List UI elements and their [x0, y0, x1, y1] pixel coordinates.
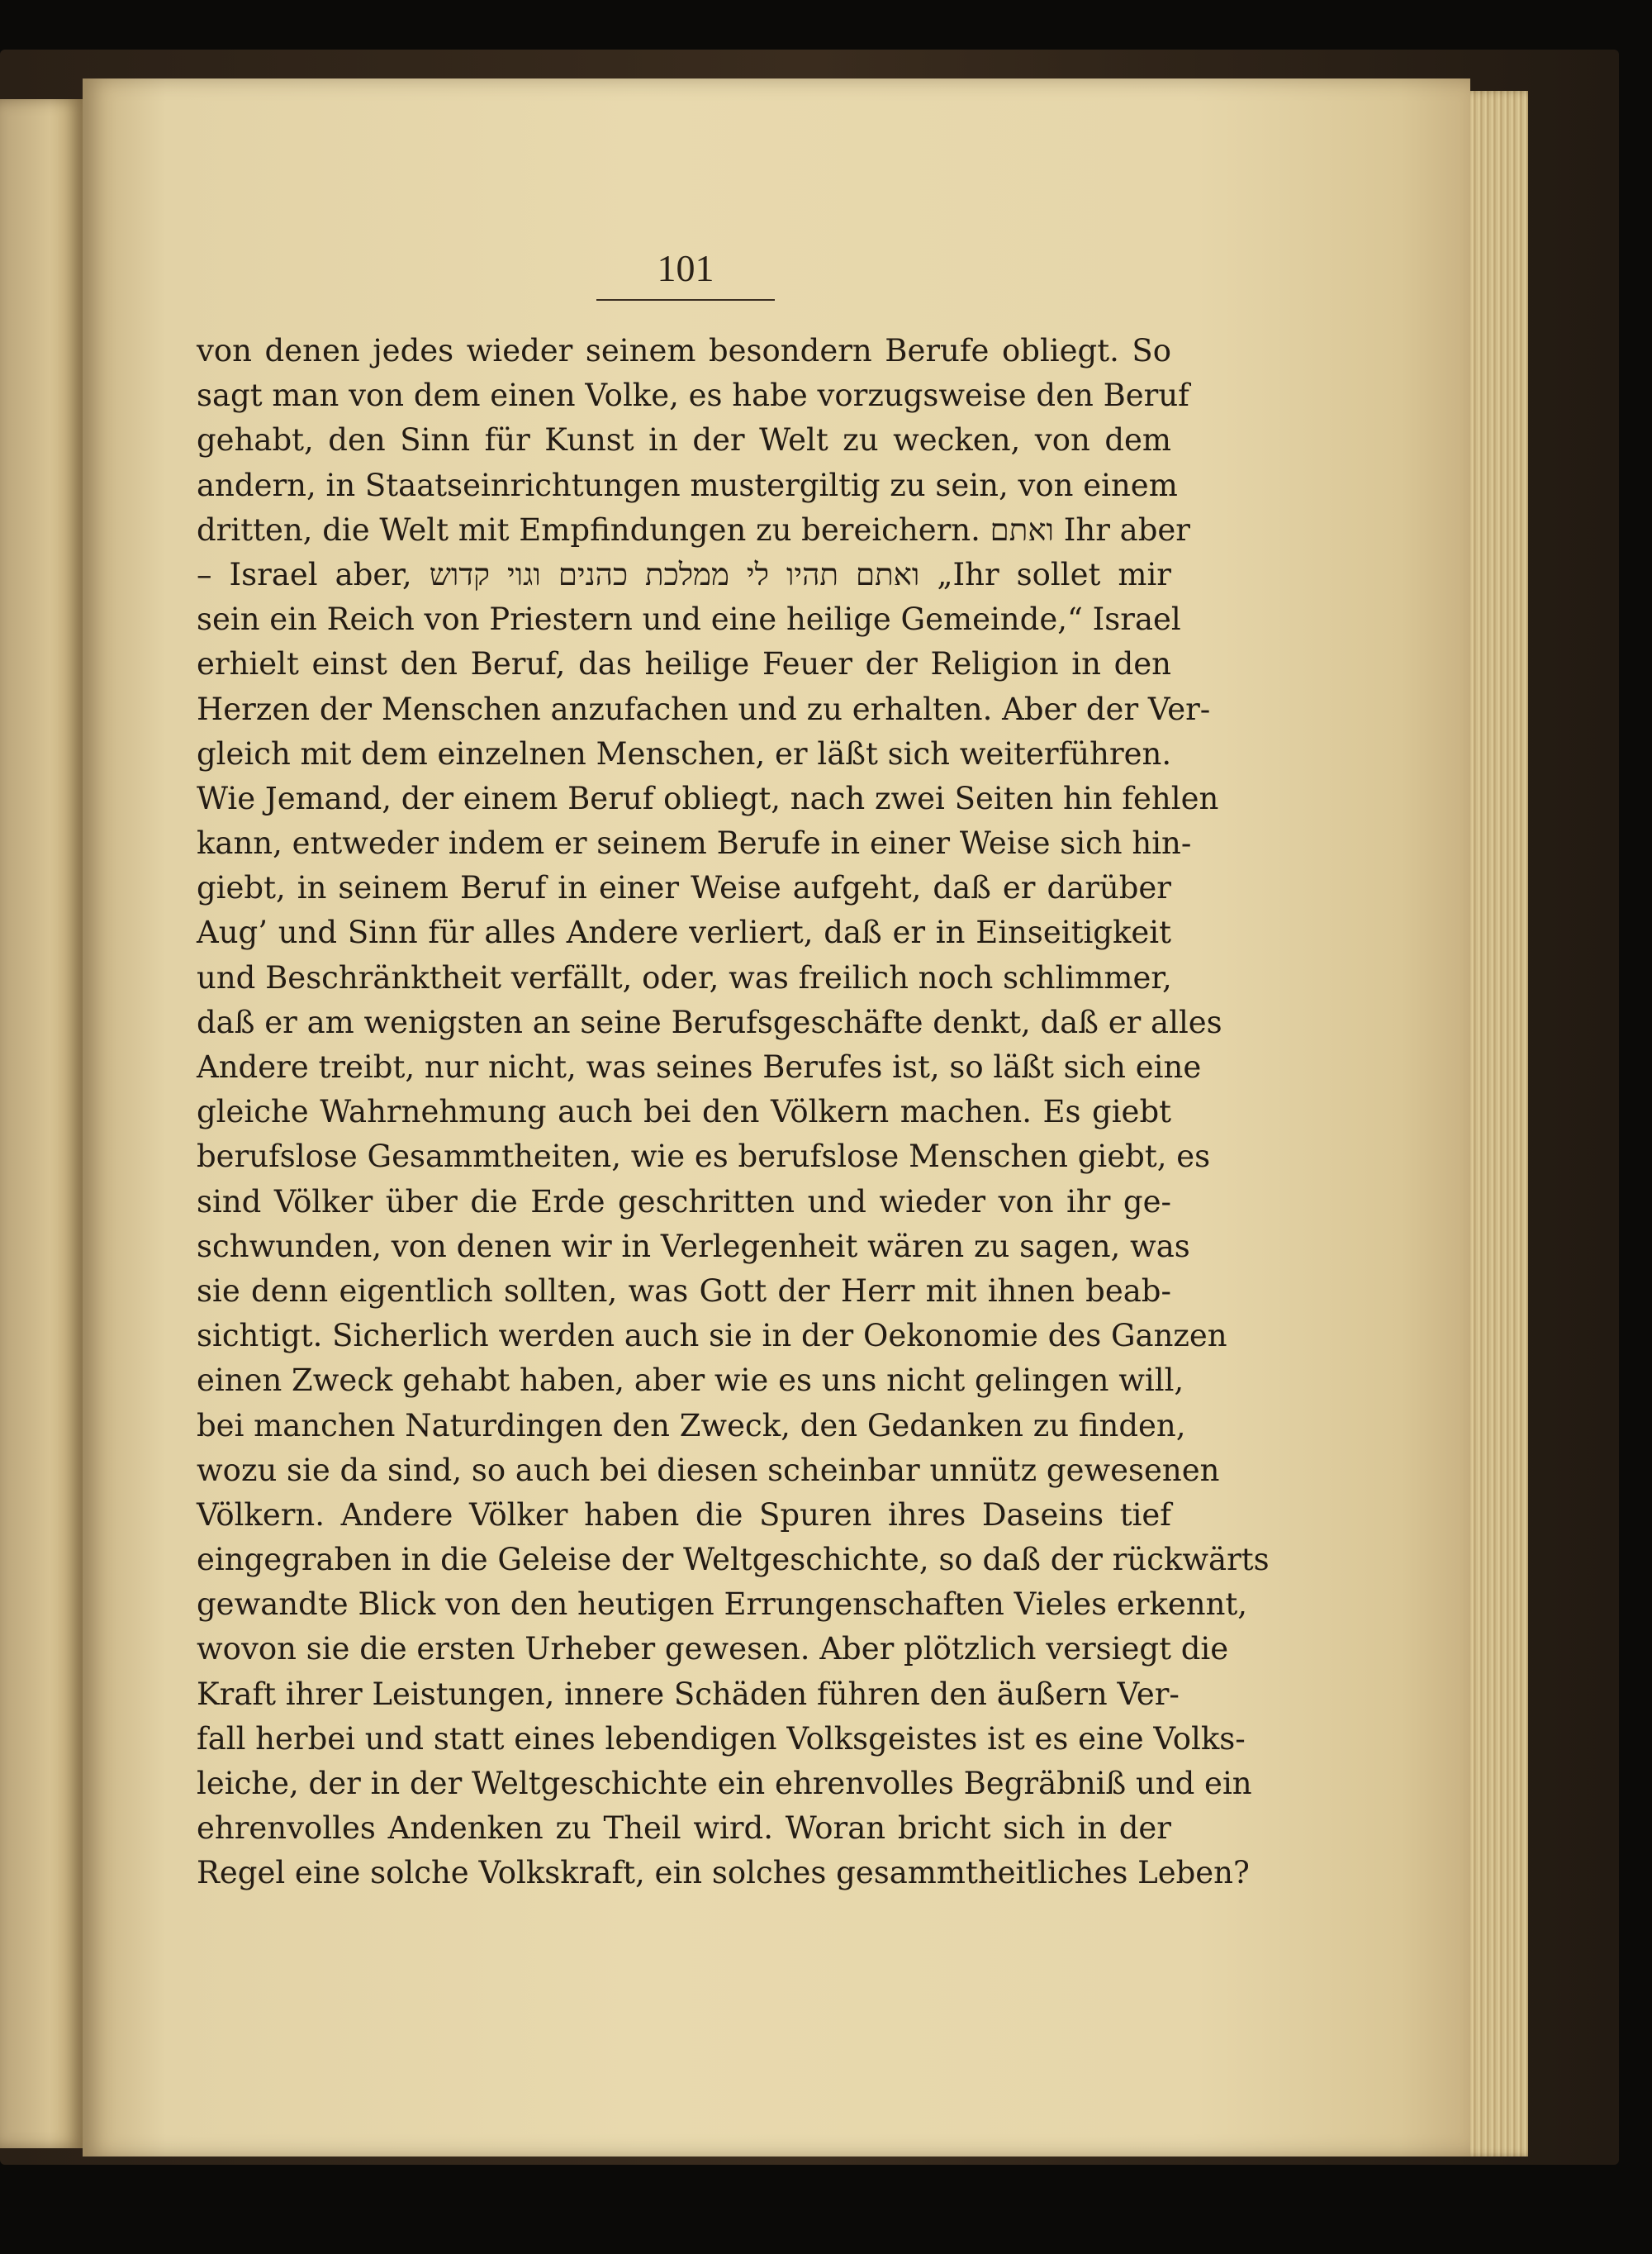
text-line: Regel eine solche Volkskraft, ein solches gesammtheitliches Leben? [197, 1855, 1250, 1891]
text-line: Herzen der Menschen anzufachen und zu erhalten. Aber der Ver- [197, 691, 1211, 727]
text-line: kann, entweder indem er seinem Berufe in einer Weise sich hin- [197, 825, 1192, 862]
text-line: sichtigt. Sicherlich werden auch sie in der Oekonomie des Ganzen [197, 1318, 1227, 1354]
text-line: sagt man von dem einen Volke, es habe vorzugsweise den Beruf [197, 378, 1189, 414]
text-line: wozu sie da sind, so auch bei diesen scheinbar unnütz gewesenen [197, 1452, 1220, 1488]
text-line: sie denn eigentlich sollten, was Gott der Herr mit ihnen beab- [197, 1272, 1171, 1309]
text-line: Wie Jemand, der einem Beruf obliegt, nach zwei Seiten hin fehlen [197, 780, 1219, 816]
text-line: von denen jedes wieder seinem besondern Berufe obliegt. So [197, 333, 1171, 369]
text-line: sind Völker über die Erde geschritten und wieder von ihr ge- [197, 1183, 1171, 1220]
text-line: Kraft ihrer Leistungen, innere Schäden führen den äußern Ver- [197, 1676, 1180, 1712]
text-line: ehrenvolles Andenken zu Theil wird. Woran bricht sich in der [197, 1810, 1171, 1847]
text-line: Völkern. Andere Völker haben die Spuren ihres Daseins tief [197, 1496, 1171, 1533]
text-line: andern, in Staatseinrichtungen mustergiltig zu sein, von einem [197, 467, 1178, 503]
text-line: bei manchen Naturdingen den Zweck, den Gedanken zu finden, [197, 1407, 1186, 1443]
text-line: dritten, die Welt mit Empfindungen zu bereichern. ואתם Ihr aber [197, 511, 1190, 548]
text-line: gleich mit dem einzelnen Menschen, er läßt sich weiterführen. [197, 735, 1172, 772]
text-line: gehabt, den Sinn für Kunst in der Welt zu wecken, von dem [197, 422, 1171, 459]
text-line: berufslose Gesammtheiten, wie es berufslose Menschen giebt, es [197, 1139, 1211, 1175]
text-line: giebt, in seinem Beruf in einer Weise aufgeht, daß er darüber [197, 870, 1171, 906]
body-text [197, 329, 1270, 1896]
text-line: wovon sie die ersten Urheber gewesen. Aber plötzlich versiegt die [197, 1631, 1229, 1667]
text-line: schwunden, von denen wir in Verlegenheit wären zu sagen, was [197, 1228, 1190, 1264]
text-line: daß er am wenigsten an seine Berufsgeschäfte denkt, daß er alles [197, 1004, 1222, 1040]
text-line: einen Zweck gehabt haben, aber wie es uns nicht gelingen will, [197, 1362, 1184, 1399]
text-line: erhielt einst den Beruf, das heilige Feuer der Religion in den [197, 646, 1171, 682]
text-line: leiche, der in der Weltgeschichte ein ehrenvolles Begräbniß und ein [197, 1766, 1252, 1801]
previous-page-edge [0, 99, 83, 2148]
text-line: – Israel aber, ואתם תהיו לי ממלכת כהנים וגוי קדוש „Ihr sollet mir [197, 556, 1171, 592]
text-line: gleiche Wahrnehmung auch bei den Völkern machen. Es giebt [197, 1094, 1171, 1130]
text-line: und Beschränktheit verfällt, oder, was freilich noch schlimmer, [197, 959, 1172, 996]
text-line: gewandte Blick von den heutigen Errungenschaften Vieles erkennt, [197, 1586, 1248, 1623]
text-line: Andere treibt, nur nicht, was seines Berufes ist, so läßt sich eine [197, 1049, 1202, 1085]
text-line: sein ein Reich von Priestern und eine heilige Gemeinde,“ Israel [197, 602, 1181, 638]
page-number-rule [596, 299, 775, 301]
text-line: fall herbei und statt eines lebendigen Volksgeistes ist es eine Volks- [197, 1720, 1246, 1757]
text-line: eingegraben in die Geleise der Weltgeschichte, so daß der rückwärts [197, 1542, 1270, 1578]
text-line: Aug’ und Sinn für alles Andere verliert, daß er in Einseitigkeit [197, 915, 1171, 951]
page-number: 101 [657, 247, 714, 289]
